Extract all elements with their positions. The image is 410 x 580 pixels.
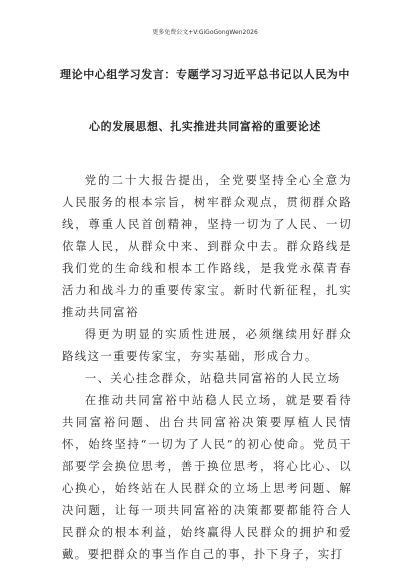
paragraph-section-1: 在推动共同富裕中站稳人民立场，就是要看待共同富裕问题、出台共同富裕决策要厚植人民情怀，始终坚持“一切为了人民”的初心使命。党员干部要学会换位思考，善于换位思考，将心比心、以心换心，始终站在人民群众的立场上思考问题、解决问题，让每一项共同富裕的决策都要都能符合人民群众的根本利益，始终赢得人民群众的拥护和爱戴。要把群众的事当作自己的事，扑下身子，实打 — [62, 393, 352, 561]
document-body — [62, 169, 352, 565]
paragraph-intro: 党的二十大报告提出，全党要坚持全心全意为人民服务的根本宗旨，树牢群众观点，贯彻群众路线，尊重人民首创精神，坚持一切为了人民、一切依靠人民，从群众中来、到群众中去。群众路线是我们党的生命线和根本工作路线，是我党永葆青春活力和战斗力的重要传家宝。新时代新征程，扎实推动共同富裕 — [62, 173, 352, 319]
section-heading-1: 一、关心挂念群众，站稳共同富裕的人民立场 — [84, 371, 341, 385]
document-title-line-1: 理论中心组学习发言：专题学习习近平总书记以人民为中 — [60, 68, 350, 81]
header-note: 更多免费公文+V:GiGoGongWen2026 — [152, 29, 258, 36]
document-title-line-2: 心的发展思想、扎实推进共同富裕的重要论述 — [89, 120, 321, 133]
paragraph-continuation: 得更为明显的实质性进展，必须继续用好群众路线这一重要传家宝，夯实基础，形成合力。 — [62, 327, 352, 363]
